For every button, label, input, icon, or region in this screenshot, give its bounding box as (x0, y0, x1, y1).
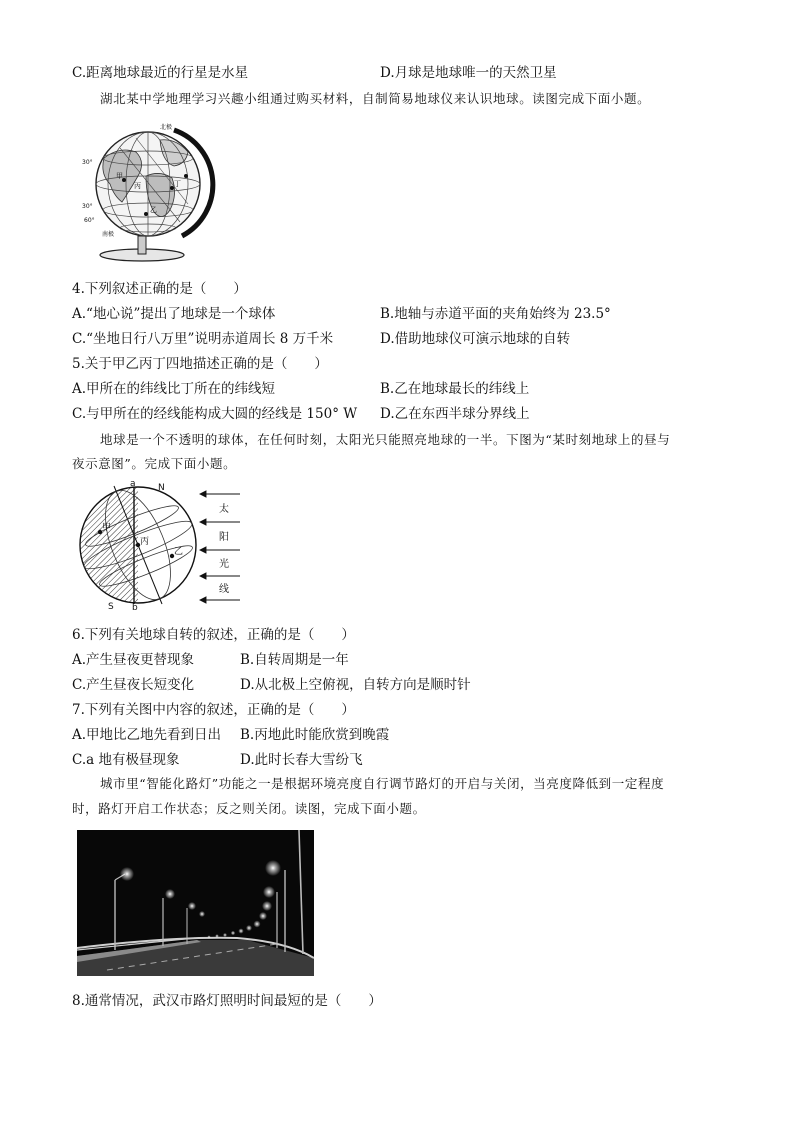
globe-place-ding: 丁 (174, 180, 181, 188)
globe-illustration (76, 118, 216, 263)
q8-stem: 8.通常情况，武汉市路灯照明时间最短的是（ ） (72, 993, 382, 1009)
daynight-label-jia: 甲 (102, 523, 112, 533)
q4-option-b: B.地轴与赤道平面的夹角始终为 23.5° (380, 306, 611, 322)
q7-option-a: A.甲地比乙地先看到日出 (72, 727, 222, 743)
globe-lat-30s: 30° (82, 203, 93, 210)
intro-daynight-line2: 夜示意图”。完成下面小题。 (72, 456, 237, 471)
globe-place-jia: 甲 (116, 172, 123, 180)
sunlight-label-1: 太 (219, 504, 229, 515)
daynight-label-yi: 乙 (174, 547, 184, 557)
globe-lat-30n: 30° (82, 159, 93, 166)
intro-globe: 湖北某中学地理学习兴趣小组通过购买材料，自制简易地球仪来认识地球。读图完成下面小题。 (100, 91, 651, 106)
globe-north-label: 北极 (160, 124, 173, 131)
q6-option-c: C.产生昼夜长短变化 (72, 677, 195, 693)
daynight-illustration (72, 478, 248, 612)
globe-place-bing: 丙 (134, 182, 141, 190)
sunlight-label-4: 线 (219, 584, 229, 595)
sunlight-label-3: 光 (219, 559, 229, 570)
sunlight-label-2: 阳 (219, 532, 229, 543)
q6-option-a: A.产生昼夜更替现象 (72, 652, 195, 668)
globe-south-label: 南极 (102, 231, 115, 238)
q4-stem: 4.下列叙述正确的是（ ） (72, 281, 247, 297)
q6-stem: 6.下列有关地球自转的叙述，正确的是（ ） (72, 627, 355, 643)
daynight-label-s: S (108, 602, 114, 612)
daynight-label-a: a (130, 479, 136, 489)
q3-option-d: D.月球是地球唯一的天然卫星 (380, 65, 557, 81)
intro-daynight-line1: 地球是一个不透明的球体，在任何时刻，太阳光只能照亮地球的一半。下图为“某时刻地球上的昼与 (100, 432, 671, 447)
q5-option-a: A.甲所在的纬线比丁所在的纬线短 (72, 381, 276, 397)
q5-option-b: B.乙在地球最长的纬线上 (380, 381, 530, 397)
daynight-label-bing: 丙 (140, 537, 150, 547)
q5-option-c: C.与甲所在的经线能构成大圆的经线是 150° W (72, 406, 358, 422)
q3-option-c: C.距离地球最近的行星是水星 (72, 65, 249, 81)
globe-place-yi: 乙 (150, 206, 157, 214)
q7-option-b: B.丙地此时能欣赏到晚霞 (240, 727, 390, 743)
q6-option-d: D.从北极上空俯视，自转方向是顺时针 (240, 677, 471, 693)
q4-option-c: C.“坐地日行八万里”说明赤道周长 8 万千米 (72, 331, 334, 347)
daynight-label-b: b (132, 603, 138, 612)
daynight-figure (72, 478, 248, 612)
daynight-label-n: N (158, 483, 165, 493)
q4-option-d: D.借助地球仪可演示地球的自转 (380, 331, 571, 347)
q5-stem: 5.关于甲乙丙丁四地描述正确的是（ ） (72, 356, 328, 372)
q5-option-d: D.乙在东西半球分界线上 (380, 406, 530, 422)
globe-lat-60s: 60° (84, 217, 95, 224)
intro-streetlight-line1: 城市里“智能化路灯”功能之一是根据环境亮度自行调节路灯的开启与关闭，当亮度降低到一定程度 (100, 776, 665, 791)
q7-stem: 7.下列有关图中内容的叙述，正确的是（ ） (72, 702, 355, 718)
streetlight-photo (77, 830, 314, 976)
q7-option-c: C.a 地有极昼现象 (72, 752, 180, 768)
intro-streetlight-line2: 时，路灯开启工作状态；反之则关闭。读图，完成下面小题。 (72, 801, 426, 816)
q6-option-b: B.自转周期是一年 (240, 652, 349, 668)
q7-option-d: D.此时长春大雪纷飞 (240, 752, 363, 768)
q4-option-a: A.“地心说”提出了地球是一个球体 (72, 306, 276, 322)
globe-figure (76, 118, 216, 263)
